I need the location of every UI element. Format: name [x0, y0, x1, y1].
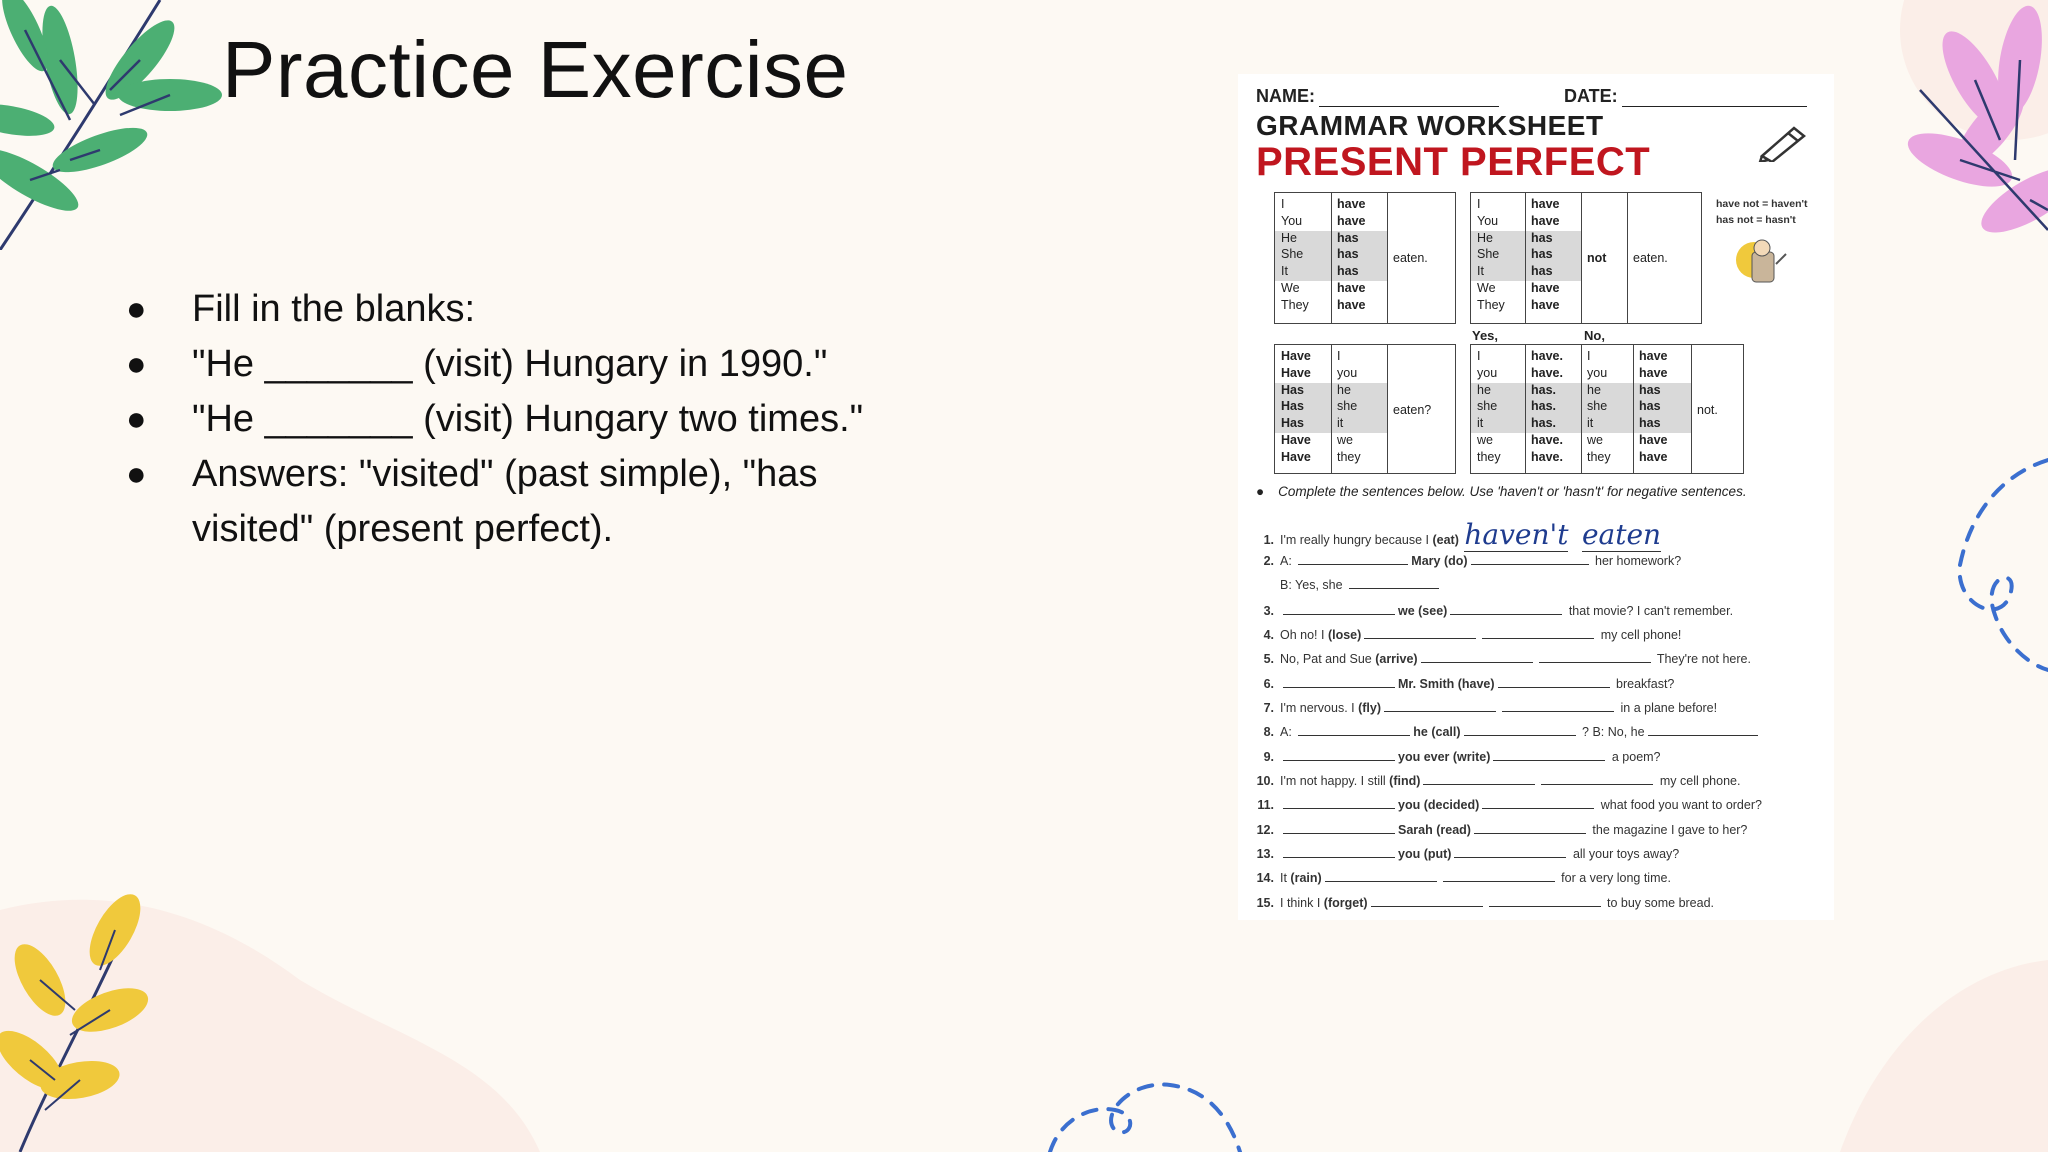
instruction: [1256, 484, 1747, 499]
negative-verb: eaten.: [1633, 251, 1668, 265]
subject-cell: she: [1337, 399, 1358, 414]
question-9: [1252, 748, 1661, 764]
aux-cell: has: [1639, 382, 1661, 397]
subject-cell: he: [1337, 382, 1351, 397]
subject-cell: they: [1477, 449, 1501, 464]
subject-cell: it: [1587, 416, 1594, 431]
pencil-icon: [1758, 122, 1810, 162]
question-text: A:: [1280, 725, 1296, 739]
subject-cell: you: [1337, 365, 1358, 380]
question-number: 9.: [1263, 750, 1274, 764]
subject-cell: We: [1281, 281, 1300, 295]
aux-cell: have.: [1531, 433, 1563, 447]
question-3: [1252, 602, 1733, 618]
subject-cell: She: [1281, 247, 1304, 262]
subject-cell: I: [1281, 197, 1285, 211]
bullet-text: "He _______ (visit) Hungary two times.": [192, 398, 864, 440]
bullet-dot: ●: [126, 400, 147, 438]
subject-cell: we: [1337, 433, 1353, 447]
question-number: 15.: [1256, 896, 1274, 910]
aux-cell: Has: [1281, 416, 1304, 431]
question-verb: (lose): [1327, 628, 1362, 642]
aux-cell: has.: [1531, 382, 1557, 397]
question-number: 6.: [1263, 677, 1274, 691]
aux-cell: has: [1531, 247, 1553, 262]
aux-cell: have: [1531, 213, 1560, 228]
subject-cell: It: [1477, 264, 1484, 279]
instruction-bullet: ●: [1256, 484, 1265, 499]
aux-cell: Have: [1281, 349, 1311, 363]
question-4: [1252, 626, 1681, 642]
bullet-item: [120, 392, 900, 447]
question-text: Oh no! I: [1280, 628, 1328, 642]
subject-cell: they: [1587, 449, 1611, 464]
question-text: It: [1280, 871, 1291, 885]
question-verb: you (decided): [1398, 798, 1480, 812]
aux-cell: has.: [1531, 416, 1557, 431]
subject-cell: we: [1587, 433, 1603, 447]
question-text: I'm really hungry because I: [1280, 533, 1429, 547]
subject-cell: We: [1477, 281, 1496, 295]
question-text: in a plane before!: [1617, 701, 1718, 715]
question-text: I think I: [1280, 896, 1324, 910]
answer-blank[interactable]: [1471, 552, 1589, 565]
note-have-not: have not = haven't: [1716, 198, 1808, 210]
bullet-text: Answers: "visited" (past simple), "has visited" (present perfect).: [192, 453, 818, 550]
question-text: ? B: No, he: [1578, 725, 1645, 739]
question-12: [1252, 821, 1747, 837]
yellow-leaves-decoration: [0, 860, 540, 1152]
subject-cell: He: [1477, 230, 1493, 245]
subject-cell: You: [1477, 213, 1499, 228]
question-text: my cell phone!: [1597, 628, 1682, 642]
question-text: A:: [1280, 554, 1296, 568]
question-verb: (forget): [1323, 896, 1368, 910]
aux-cell: have: [1639, 365, 1668, 380]
handwritten-answer-2: eaten: [1581, 518, 1662, 551]
subject-cell: I: [1477, 197, 1481, 211]
aux-cell: have: [1337, 297, 1366, 312]
question-text: B: Yes, she: [1280, 578, 1347, 592]
slide-title: Practice Exercise: [222, 25, 849, 114]
aux-cell: have: [1531, 281, 1560, 295]
answer-blank[interactable]: [1502, 699, 1614, 712]
question-number: 14.: [1256, 871, 1274, 885]
aux-cell: Have: [1281, 365, 1311, 380]
bullet-dot: ●: [126, 290, 147, 328]
aux-cell: have: [1639, 433, 1668, 447]
aux-cell: has: [1337, 230, 1359, 245]
no-label: No,: [1584, 328, 1605, 343]
question-8: [1252, 723, 1761, 739]
answer-blank[interactable]: [1539, 650, 1651, 663]
bullet-item: [120, 447, 900, 557]
subject-cell: It: [1281, 264, 1288, 279]
subject-cell: I: [1587, 349, 1591, 363]
answer-blank[interactable]: [1371, 894, 1483, 907]
question-text: all your toys away?: [1569, 847, 1680, 861]
answer-blank[interactable]: [1325, 869, 1437, 882]
question-number: 11.: [1257, 798, 1274, 812]
subject-cell: she: [1477, 399, 1498, 414]
question-14: [1252, 869, 1671, 885]
question-text: the magazine I gave to her?: [1588, 823, 1748, 837]
bottom-right-blob-decoration: [1760, 960, 2048, 1152]
bullet-text: "He _______ (visit) Hungary in 1990.": [192, 343, 828, 385]
bullet-dot: ●: [126, 455, 147, 493]
subject-cell: he: [1477, 382, 1491, 397]
subject-cell: They: [1281, 297, 1309, 312]
question-text: I'm nervous. I: [1280, 701, 1359, 715]
answer-blank[interactable]: [1443, 869, 1555, 882]
positive-table: [1274, 192, 1456, 324]
question-text: her homework?: [1591, 554, 1682, 568]
aux-cell: has: [1639, 399, 1661, 414]
question-verb: he (call): [1413, 725, 1461, 739]
subject-cell: we: [1477, 433, 1493, 447]
subject-cell: it: [1477, 416, 1484, 431]
aux-cell: have.: [1531, 365, 1563, 380]
aux-cell: have: [1337, 281, 1366, 295]
aux-cell: have: [1639, 449, 1668, 464]
question-number: 1.: [1263, 533, 1274, 547]
question-number: 8.: [1263, 725, 1274, 739]
answer-blank[interactable]: [1454, 845, 1566, 858]
question-text: breakfast?: [1612, 677, 1675, 691]
subject-cell: it: [1337, 416, 1344, 431]
answer-blank[interactable]: [1648, 723, 1758, 736]
answer-blank[interactable]: [1384, 699, 1496, 712]
question-number: 12.: [1256, 823, 1274, 837]
yes-label: Yes,: [1472, 328, 1499, 343]
question-verb: (arrive): [1375, 652, 1418, 666]
question-6: [1252, 675, 1674, 691]
question-verb: Mr. Smith (have): [1398, 677, 1495, 691]
answer-blank[interactable]: [1364, 626, 1476, 639]
question-text: They're not here.: [1653, 652, 1751, 666]
date-field: [1564, 86, 1807, 107]
question-15: [1252, 894, 1714, 910]
answer-blank[interactable]: [1283, 821, 1395, 834]
aux-cell: have: [1531, 197, 1560, 211]
question-10: [1252, 772, 1740, 788]
subject-cell: She: [1477, 247, 1500, 262]
question-table: [1274, 344, 1456, 474]
aux-cell: has: [1531, 264, 1553, 279]
question-number: 2.: [1263, 554, 1274, 568]
date-blank: [1622, 90, 1807, 107]
bullet-list: [120, 282, 900, 557]
question-verb: you (put): [1398, 847, 1452, 861]
question-text: No, Pat and Sue: [1280, 652, 1376, 666]
answer-blank[interactable]: [1421, 650, 1533, 663]
worksheet-image: [1238, 74, 1834, 920]
aux-cell: have: [1337, 197, 1366, 211]
pink-flower-decoration: [1880, 0, 2048, 290]
blue-dashed-swirl-right: [1940, 455, 2048, 685]
aux-cell: Have: [1281, 433, 1311, 447]
short-answers-table: [1470, 344, 1744, 474]
contraction-note: [1716, 196, 1807, 228]
subject-cell: You: [1281, 213, 1303, 228]
answer-blank[interactable]: [1283, 748, 1395, 761]
answer-blank[interactable]: [1298, 552, 1408, 565]
subject-cell: I: [1337, 349, 1341, 363]
question-text: what food you want to order?: [1597, 798, 1762, 812]
handwritten-answer-1: haven't: [1464, 518, 1569, 551]
worksheet-subheading: PRESENT PERFECT: [1256, 140, 1651, 184]
negative-table: [1470, 192, 1702, 324]
aux-cell: have.: [1531, 449, 1563, 464]
aux-cell: has: [1639, 416, 1661, 431]
note-has-not: has not = hasn't: [1716, 214, 1796, 226]
question-text: that movie? I can't remember.: [1565, 604, 1734, 618]
answer-blank[interactable]: [1464, 723, 1576, 736]
question-verb: (fly): [1358, 701, 1382, 715]
negative-not: not: [1587, 251, 1607, 265]
positive-verb: eaten.: [1393, 251, 1428, 265]
question-number: 5.: [1263, 652, 1274, 666]
aux-cell: have.: [1531, 349, 1563, 363]
aux-cell: has: [1337, 264, 1359, 279]
question-number: 4.: [1263, 628, 1274, 642]
aux-cell: have: [1531, 297, 1560, 312]
name-field: [1256, 86, 1499, 107]
question-5: [1252, 650, 1751, 666]
answer-blank[interactable]: [1423, 772, 1535, 785]
question-7: [1252, 699, 1717, 715]
bullet-item: [120, 282, 900, 337]
question-verb: we (see): [1398, 604, 1448, 618]
subject-cell: he: [1587, 382, 1601, 397]
answer-blank[interactable]: [1349, 576, 1439, 589]
bullet-dot: ●: [126, 345, 147, 383]
question-text: a poem?: [1608, 750, 1661, 764]
aux-cell: has: [1531, 230, 1553, 245]
question-2: [1252, 552, 1681, 568]
answer-blank[interactable]: [1283, 675, 1395, 688]
question-number: 13.: [1256, 847, 1274, 861]
green-leaves-decoration: [0, 0, 230, 250]
question-number: 3.: [1263, 604, 1274, 618]
aux-cell: have: [1639, 349, 1668, 363]
aux-cell: have: [1337, 213, 1366, 228]
answer-blank[interactable]: [1450, 602, 1562, 615]
aux-cell: Has: [1281, 399, 1304, 414]
question-number: 7.: [1263, 701, 1274, 715]
date-label: DATE:: [1564, 86, 1618, 106]
answer-blank[interactable]: [1482, 626, 1594, 639]
bullet-text: Fill in the blanks:: [192, 288, 476, 330]
answer-blank[interactable]: [1283, 602, 1395, 615]
answer-blank[interactable]: [1489, 894, 1601, 907]
worksheet-heading: GRAMMAR WORKSHEET: [1256, 110, 1604, 141]
answer-blank[interactable]: [1298, 723, 1410, 736]
question-number: 10.: [1256, 774, 1274, 788]
question-verb: (rain): [1290, 871, 1322, 885]
subject-cell: He: [1281, 230, 1297, 245]
question-text: to buy some bread.: [1603, 896, 1715, 910]
question-verb: (eat): [1432, 533, 1459, 547]
question-13: [1252, 845, 1679, 861]
aux-cell: has.: [1531, 399, 1557, 414]
instruction-text: Complete the sentences below. Use 'haven't or 'hasn't' for negative sentences.: [1278, 484, 1747, 499]
blue-dashed-swirl-bottom: [1040, 1060, 1260, 1152]
subject-cell: you: [1477, 365, 1498, 380]
question-text: I'm not happy. I still: [1280, 774, 1390, 788]
question-verb: (find): [1389, 774, 1421, 788]
name-label: NAME:: [1256, 86, 1315, 106]
subject-cell: I: [1477, 349, 1481, 363]
subject-cell: they: [1337, 449, 1361, 464]
question-verb: Mary (do): [1411, 554, 1468, 568]
question-2b: [1252, 576, 1442, 592]
question-verb: eaten?: [1393, 403, 1432, 417]
answer-blank[interactable]: [1283, 796, 1395, 809]
answer-blank[interactable]: [1482, 796, 1594, 809]
subject-cell: They: [1477, 297, 1505, 312]
bullet-item: [120, 337, 900, 392]
answer-blank[interactable]: [1283, 845, 1395, 858]
question-11: [1252, 796, 1762, 812]
cartoon-character-icon: [1734, 234, 1790, 286]
aux-cell: Has: [1281, 382, 1304, 397]
answer-blank[interactable]: [1498, 675, 1610, 688]
answer-blank[interactable]: [1493, 748, 1605, 761]
aux-cell: has: [1337, 247, 1359, 262]
answer-blank[interactable]: [1474, 821, 1586, 834]
question-text: my cell phone.: [1656, 774, 1741, 788]
answer-blank[interactable]: [1541, 772, 1653, 785]
name-blank: [1319, 90, 1499, 107]
question-1: [1252, 518, 1661, 551]
subject-cell: you: [1587, 365, 1608, 380]
question-text: for a very long time.: [1557, 871, 1671, 885]
question-verb: you ever (write): [1398, 750, 1491, 764]
short-no-not: not.: [1697, 403, 1718, 417]
question-verb: Sarah (read): [1398, 823, 1471, 837]
aux-cell: Have: [1281, 449, 1311, 464]
subject-cell: she: [1587, 399, 1608, 414]
